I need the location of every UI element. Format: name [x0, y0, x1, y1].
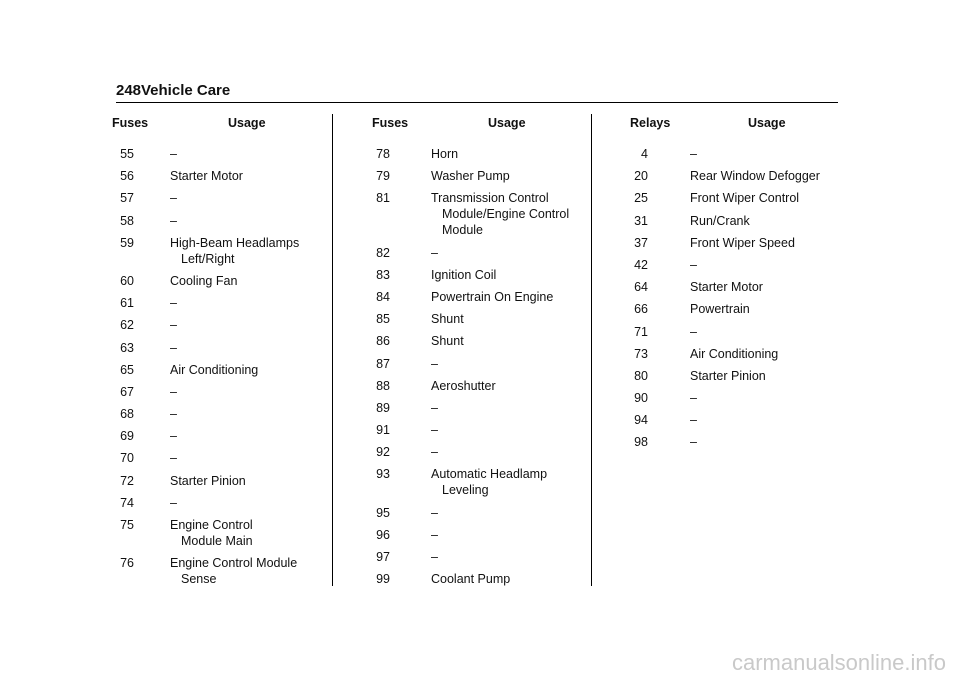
usage-line: – [431, 445, 438, 460]
row-number: 20 [634, 169, 648, 184]
table-rows [340, 146, 590, 587]
usage-line: – [170, 384, 177, 399]
table-row [100, 555, 332, 587]
row-usage [690, 434, 840, 450]
usage-line: – [170, 191, 177, 206]
row-usage [431, 190, 590, 238]
usage-line: Ignition Coil [431, 267, 497, 282]
fuse-table-column-1 [100, 116, 332, 593]
table-rows [600, 146, 840, 450]
table-row [600, 301, 840, 317]
table-row [100, 428, 332, 444]
row-usage [431, 146, 590, 162]
usage-line: Automatic Headlamp [431, 467, 548, 482]
usage-line: – [170, 495, 177, 510]
usage-line: – [431, 423, 438, 438]
row-usage [170, 295, 332, 311]
usage-line: Starter Pinion [170, 473, 246, 488]
row-number: 97 [376, 550, 390, 564]
table-rows [100, 146, 332, 587]
usage-line: Washer Pump [431, 169, 510, 184]
table-row [100, 362, 332, 378]
table-row [340, 146, 590, 162]
row-usage [431, 245, 590, 261]
table-row [100, 273, 332, 289]
usage-line: Shunt [431, 334, 464, 349]
usage-line: Module [442, 223, 483, 238]
row-usage [170, 555, 332, 587]
row-usage [170, 517, 332, 549]
table-row [600, 146, 840, 162]
table-row [600, 390, 840, 406]
row-number: 91 [376, 423, 390, 438]
usage-line: – [170, 147, 177, 161]
row-usage [431, 422, 590, 438]
usage-line: Starter Pinion [690, 368, 766, 383]
row-number: 78 [376, 147, 390, 161]
row-number: 60 [120, 273, 134, 288]
row-number: 94 [634, 413, 648, 428]
table-row [600, 346, 840, 362]
column-header [340, 116, 590, 134]
row-usage [690, 279, 840, 295]
row-usage [690, 324, 840, 340]
usage-line: – [431, 527, 438, 542]
table-row [340, 571, 590, 587]
row-number: 79 [376, 169, 390, 184]
usage-line: Air Conditioning [170, 362, 259, 377]
row-number: 57 [120, 191, 134, 206]
row-number: 4 [641, 147, 648, 161]
row-usage [170, 428, 332, 444]
column-header-usage: Usage [228, 116, 266, 130]
table-row [100, 384, 332, 400]
row-usage [690, 168, 840, 184]
usage-line: Aeroshutter [431, 378, 496, 393]
table-row [100, 317, 332, 333]
table-row [340, 267, 590, 283]
row-number: 92 [376, 445, 390, 460]
row-usage [431, 289, 590, 305]
table-row [340, 311, 590, 327]
table-row [600, 235, 840, 251]
table-row [340, 168, 590, 184]
table-row [100, 146, 332, 162]
row-usage [431, 168, 590, 184]
table-row [600, 434, 840, 450]
header-rule [116, 102, 838, 103]
table-row [340, 356, 590, 372]
column-header-usage: Usage [488, 116, 526, 130]
row-usage [170, 450, 332, 466]
table-row [100, 517, 332, 549]
table-row [600, 168, 840, 184]
row-number: 96 [376, 527, 390, 542]
usage-line: Module Main [181, 534, 253, 548]
row-usage [431, 466, 590, 498]
row-usage [431, 378, 590, 394]
row-usage [431, 571, 590, 587]
row-number: 37 [634, 235, 648, 250]
usage-line: Powertrain [690, 302, 750, 317]
watermark-text: carmanualsonline.info [731, 650, 946, 675]
row-number: 99 [376, 572, 390, 587]
table-row [100, 406, 332, 422]
row-usage [170, 190, 332, 206]
row-usage [431, 356, 590, 372]
usage-line: Front Wiper Speed [690, 235, 795, 250]
fuse-table-column-2 [340, 116, 590, 593]
usage-line: Starter Motor [690, 280, 763, 295]
table-row [100, 168, 332, 184]
row-number: 74 [120, 495, 134, 510]
row-usage [690, 390, 840, 406]
table-row [340, 527, 590, 543]
row-number: 25 [634, 191, 648, 206]
row-number: 85 [376, 312, 390, 327]
row-number: 95 [376, 505, 390, 520]
usage-line: Air Conditioning [690, 346, 779, 361]
row-usage [690, 257, 840, 273]
table-row [100, 235, 332, 267]
row-number: 76 [120, 556, 134, 571]
row-number: 70 [120, 451, 134, 466]
row-number: 86 [376, 334, 390, 349]
usage-line: Powertrain On Engine [431, 289, 554, 304]
row-usage [690, 301, 840, 317]
table-row [100, 450, 332, 466]
row-usage [431, 267, 590, 283]
column-header-relays: Relays [630, 116, 671, 130]
usage-line: – [170, 407, 177, 422]
table-row [340, 333, 590, 349]
column-header-fuses: Fuses [372, 116, 409, 130]
usage-line: – [690, 391, 697, 406]
page-number: 248 [116, 82, 142, 99]
usage-line: Engine Control [170, 518, 253, 532]
row-number: 83 [376, 267, 390, 282]
row-usage [431, 311, 590, 327]
table-row [600, 279, 840, 295]
row-usage [170, 213, 332, 229]
row-usage [431, 527, 590, 543]
table-row [100, 190, 332, 206]
usage-line: High-Beam Headlamps [170, 235, 300, 250]
row-usage [431, 333, 590, 349]
relay-table-column [600, 116, 840, 457]
column-divider [591, 114, 592, 586]
usage-line: Module/Engine Control [442, 207, 570, 222]
column-divider [332, 114, 333, 586]
usage-line: Transmission Control [431, 191, 549, 206]
column-header-fuses: Fuses [112, 116, 149, 130]
usage-line: – [431, 245, 438, 260]
usage-line: – [170, 429, 177, 444]
row-number: 42 [634, 257, 648, 272]
row-number: 89 [376, 400, 390, 415]
table-row [600, 190, 840, 206]
usage-line: – [170, 318, 177, 333]
table-row [340, 245, 590, 261]
usage-line: – [431, 550, 438, 564]
row-usage [170, 317, 332, 333]
table-row [600, 257, 840, 273]
row-number: 98 [634, 435, 648, 450]
table-row [340, 549, 590, 565]
table-row [100, 473, 332, 489]
row-number: 55 [120, 147, 134, 161]
row-number: 56 [120, 169, 134, 184]
table-row [340, 505, 590, 521]
column-header [100, 116, 332, 134]
row-usage [170, 340, 332, 356]
row-usage [431, 549, 590, 565]
usage-line: Run/Crank [690, 213, 750, 228]
row-number: 63 [120, 340, 134, 355]
usage-line: Left/Right [181, 251, 235, 266]
row-usage [431, 505, 590, 521]
usage-line: – [170, 340, 177, 355]
row-number: 72 [120, 473, 134, 488]
table-row [100, 495, 332, 511]
table-row [600, 324, 840, 340]
row-number: 65 [120, 362, 134, 377]
row-number: 58 [120, 213, 134, 228]
row-usage [170, 168, 332, 184]
row-usage [170, 406, 332, 422]
table-row [600, 412, 840, 428]
row-number: 64 [634, 280, 648, 295]
usage-line: Starter Motor [170, 169, 243, 184]
usage-line: – [170, 296, 177, 311]
section-title: Vehicle Care [141, 82, 231, 99]
row-usage [170, 146, 332, 162]
usage-line: Engine Control Module [170, 556, 298, 571]
row-usage [690, 213, 840, 229]
row-number: 31 [634, 213, 648, 228]
usage-line: – [431, 400, 438, 415]
usage-line: Rear Window Defogger [690, 169, 820, 184]
row-usage [690, 146, 840, 162]
table-row [340, 289, 590, 305]
row-usage [431, 400, 590, 416]
table-row [340, 422, 590, 438]
row-number: 84 [376, 289, 390, 304]
usage-line: – [690, 413, 697, 428]
usage-line: Leveling [442, 483, 489, 498]
row-usage [690, 235, 840, 251]
usage-line: – [170, 213, 177, 228]
row-usage [170, 473, 332, 489]
usage-line: Sense [181, 572, 217, 587]
table-row [340, 190, 590, 238]
usage-line: Cooling Fan [170, 273, 238, 288]
row-number: 81 [376, 191, 390, 206]
row-usage [170, 235, 332, 267]
row-number: 75 [120, 518, 134, 532]
table-row [340, 444, 590, 460]
row-usage [170, 362, 332, 378]
usage-line: Front Wiper Control [690, 191, 800, 206]
row-number: 87 [376, 356, 390, 371]
usage-line: – [431, 356, 438, 371]
row-number: 59 [120, 235, 134, 250]
row-usage [690, 190, 840, 206]
row-usage [690, 368, 840, 384]
table-row [100, 213, 332, 229]
row-usage [690, 412, 840, 428]
row-number: 66 [634, 302, 648, 317]
table-row [600, 368, 840, 384]
column-header-usage: Usage [748, 116, 786, 130]
row-number: 82 [376, 245, 390, 260]
row-number: 67 [120, 384, 134, 399]
row-number: 73 [634, 346, 648, 361]
row-usage [690, 346, 840, 362]
table-row [600, 213, 840, 229]
row-number: 71 [634, 324, 648, 339]
row-number: 93 [376, 467, 390, 482]
page-header [116, 82, 838, 104]
row-usage [170, 495, 332, 511]
column-header [600, 116, 840, 134]
row-number: 61 [120, 296, 134, 311]
table-row [340, 378, 590, 394]
row-number: 88 [376, 378, 390, 393]
row-number: 80 [634, 368, 648, 383]
row-usage [431, 444, 590, 460]
row-number: 90 [634, 391, 648, 406]
row-number: 69 [120, 429, 134, 444]
table-row [340, 400, 590, 416]
usage-line: – [690, 257, 697, 272]
row-number: 62 [120, 318, 134, 333]
usage-line: – [690, 324, 697, 339]
usage-line: – [690, 435, 697, 450]
usage-line: – [170, 451, 177, 466]
table-row [100, 340, 332, 356]
table-row [340, 466, 590, 498]
usage-line: Shunt [431, 312, 464, 327]
table-row [100, 295, 332, 311]
usage-line: Coolant Pump [431, 572, 511, 587]
usage-line: – [690, 147, 697, 161]
row-usage [170, 384, 332, 400]
usage-line: – [431, 505, 438, 520]
usage-line: Horn [431, 147, 459, 161]
row-usage [170, 273, 332, 289]
row-number: 68 [120, 407, 134, 422]
